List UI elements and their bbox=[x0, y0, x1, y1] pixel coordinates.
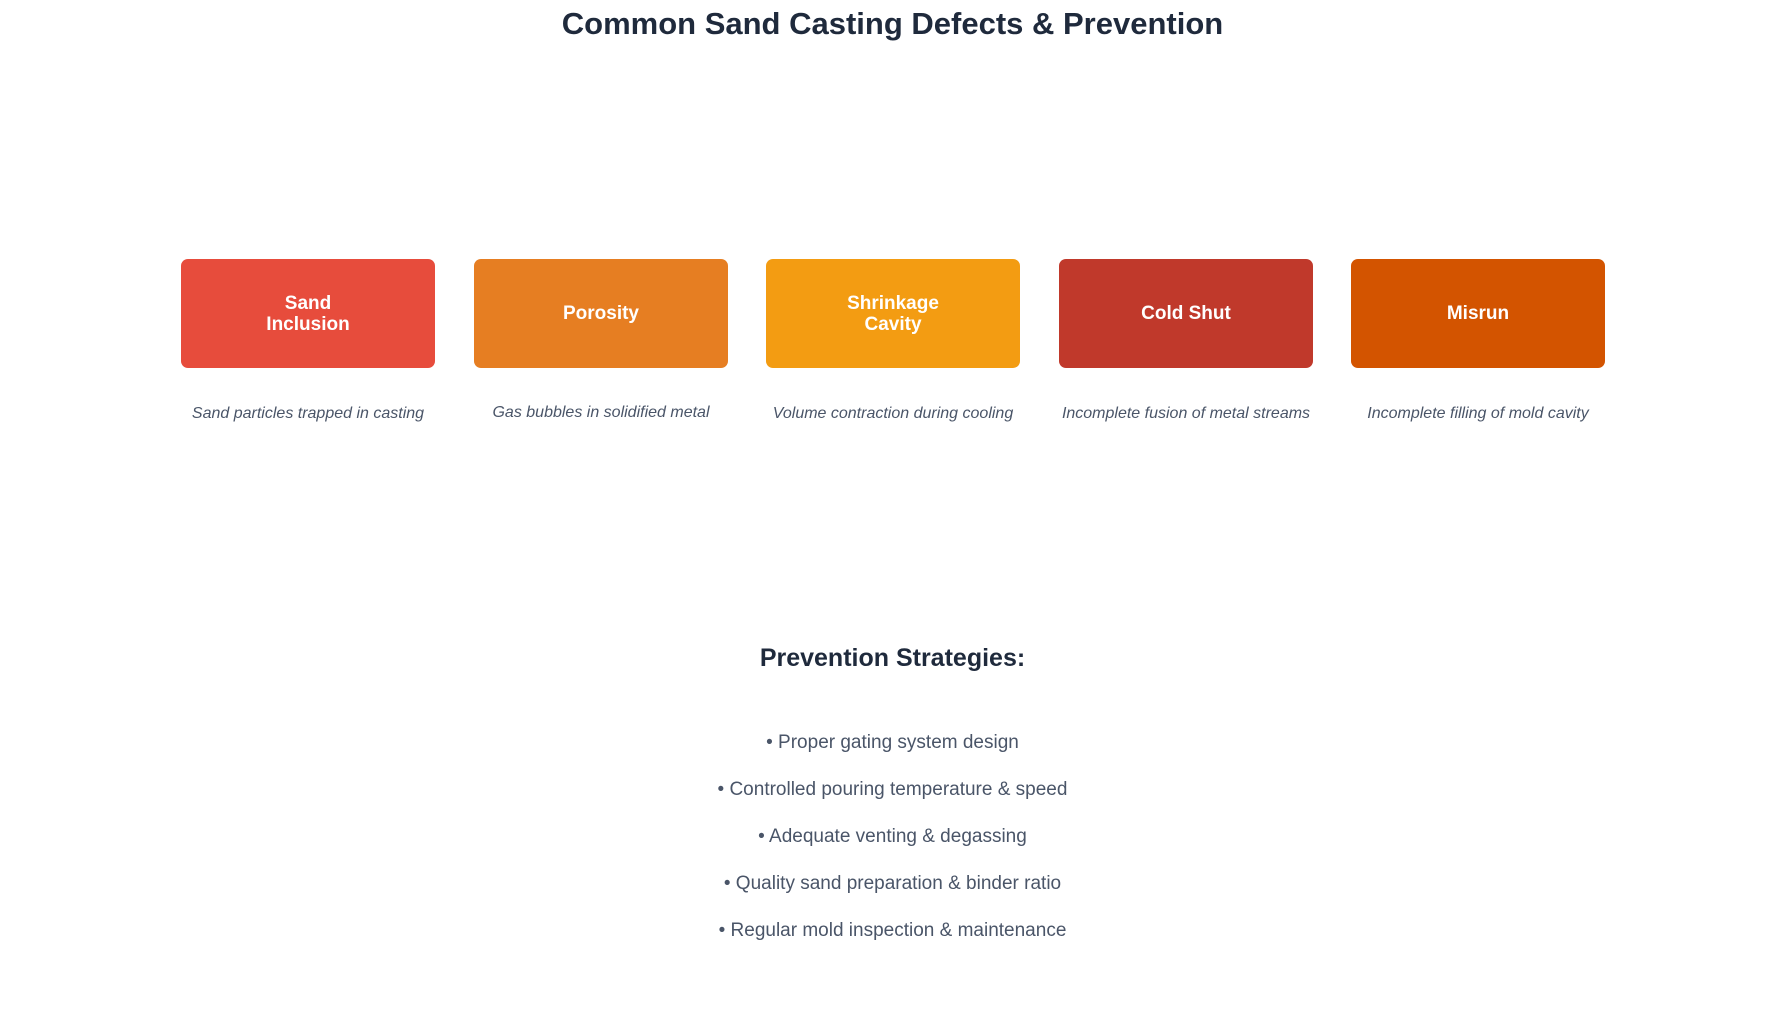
prevention-item: • Proper gating system design bbox=[766, 732, 1019, 753]
defect-card-sand-inclusion: Sand Inclusion bbox=[181, 259, 435, 368]
defect-description-porosity: Gas bubbles in solidified metal bbox=[492, 404, 710, 421]
defect-card-porosity: Porosity bbox=[474, 259, 728, 368]
defect-description-shrinkage-cavity: Volume contraction during cooling bbox=[772, 405, 1014, 422]
prevention-heading: Prevention Strategies: bbox=[759, 644, 1026, 672]
prevention-item: • Adequate venting & degassing bbox=[758, 826, 1027, 847]
prevention-item: • Regular mold inspection & maintenance bbox=[718, 920, 1067, 941]
defect-card-cold-shut: Cold Shut bbox=[1059, 259, 1313, 368]
prevention-item: • Controlled pouring temperature & speed bbox=[717, 779, 1068, 800]
defect-description-sand-inclusion: Sand particles trapped in casting bbox=[191, 405, 425, 422]
prevention-item: • Quality sand preparation & binder ratio bbox=[723, 873, 1062, 894]
defect-description-misrun: Incomplete filling of mold cavity bbox=[1367, 405, 1589, 422]
defect-card-shrinkage-cavity: Shrinkage Cavity bbox=[766, 259, 1020, 368]
diagram-title: Common Sand Casting Defects & Prevention bbox=[561, 6, 1224, 41]
defect-description-cold-shut: Incomplete fusion of metal streams bbox=[1061, 405, 1311, 422]
defect-card-misrun: Misrun bbox=[1351, 259, 1605, 368]
